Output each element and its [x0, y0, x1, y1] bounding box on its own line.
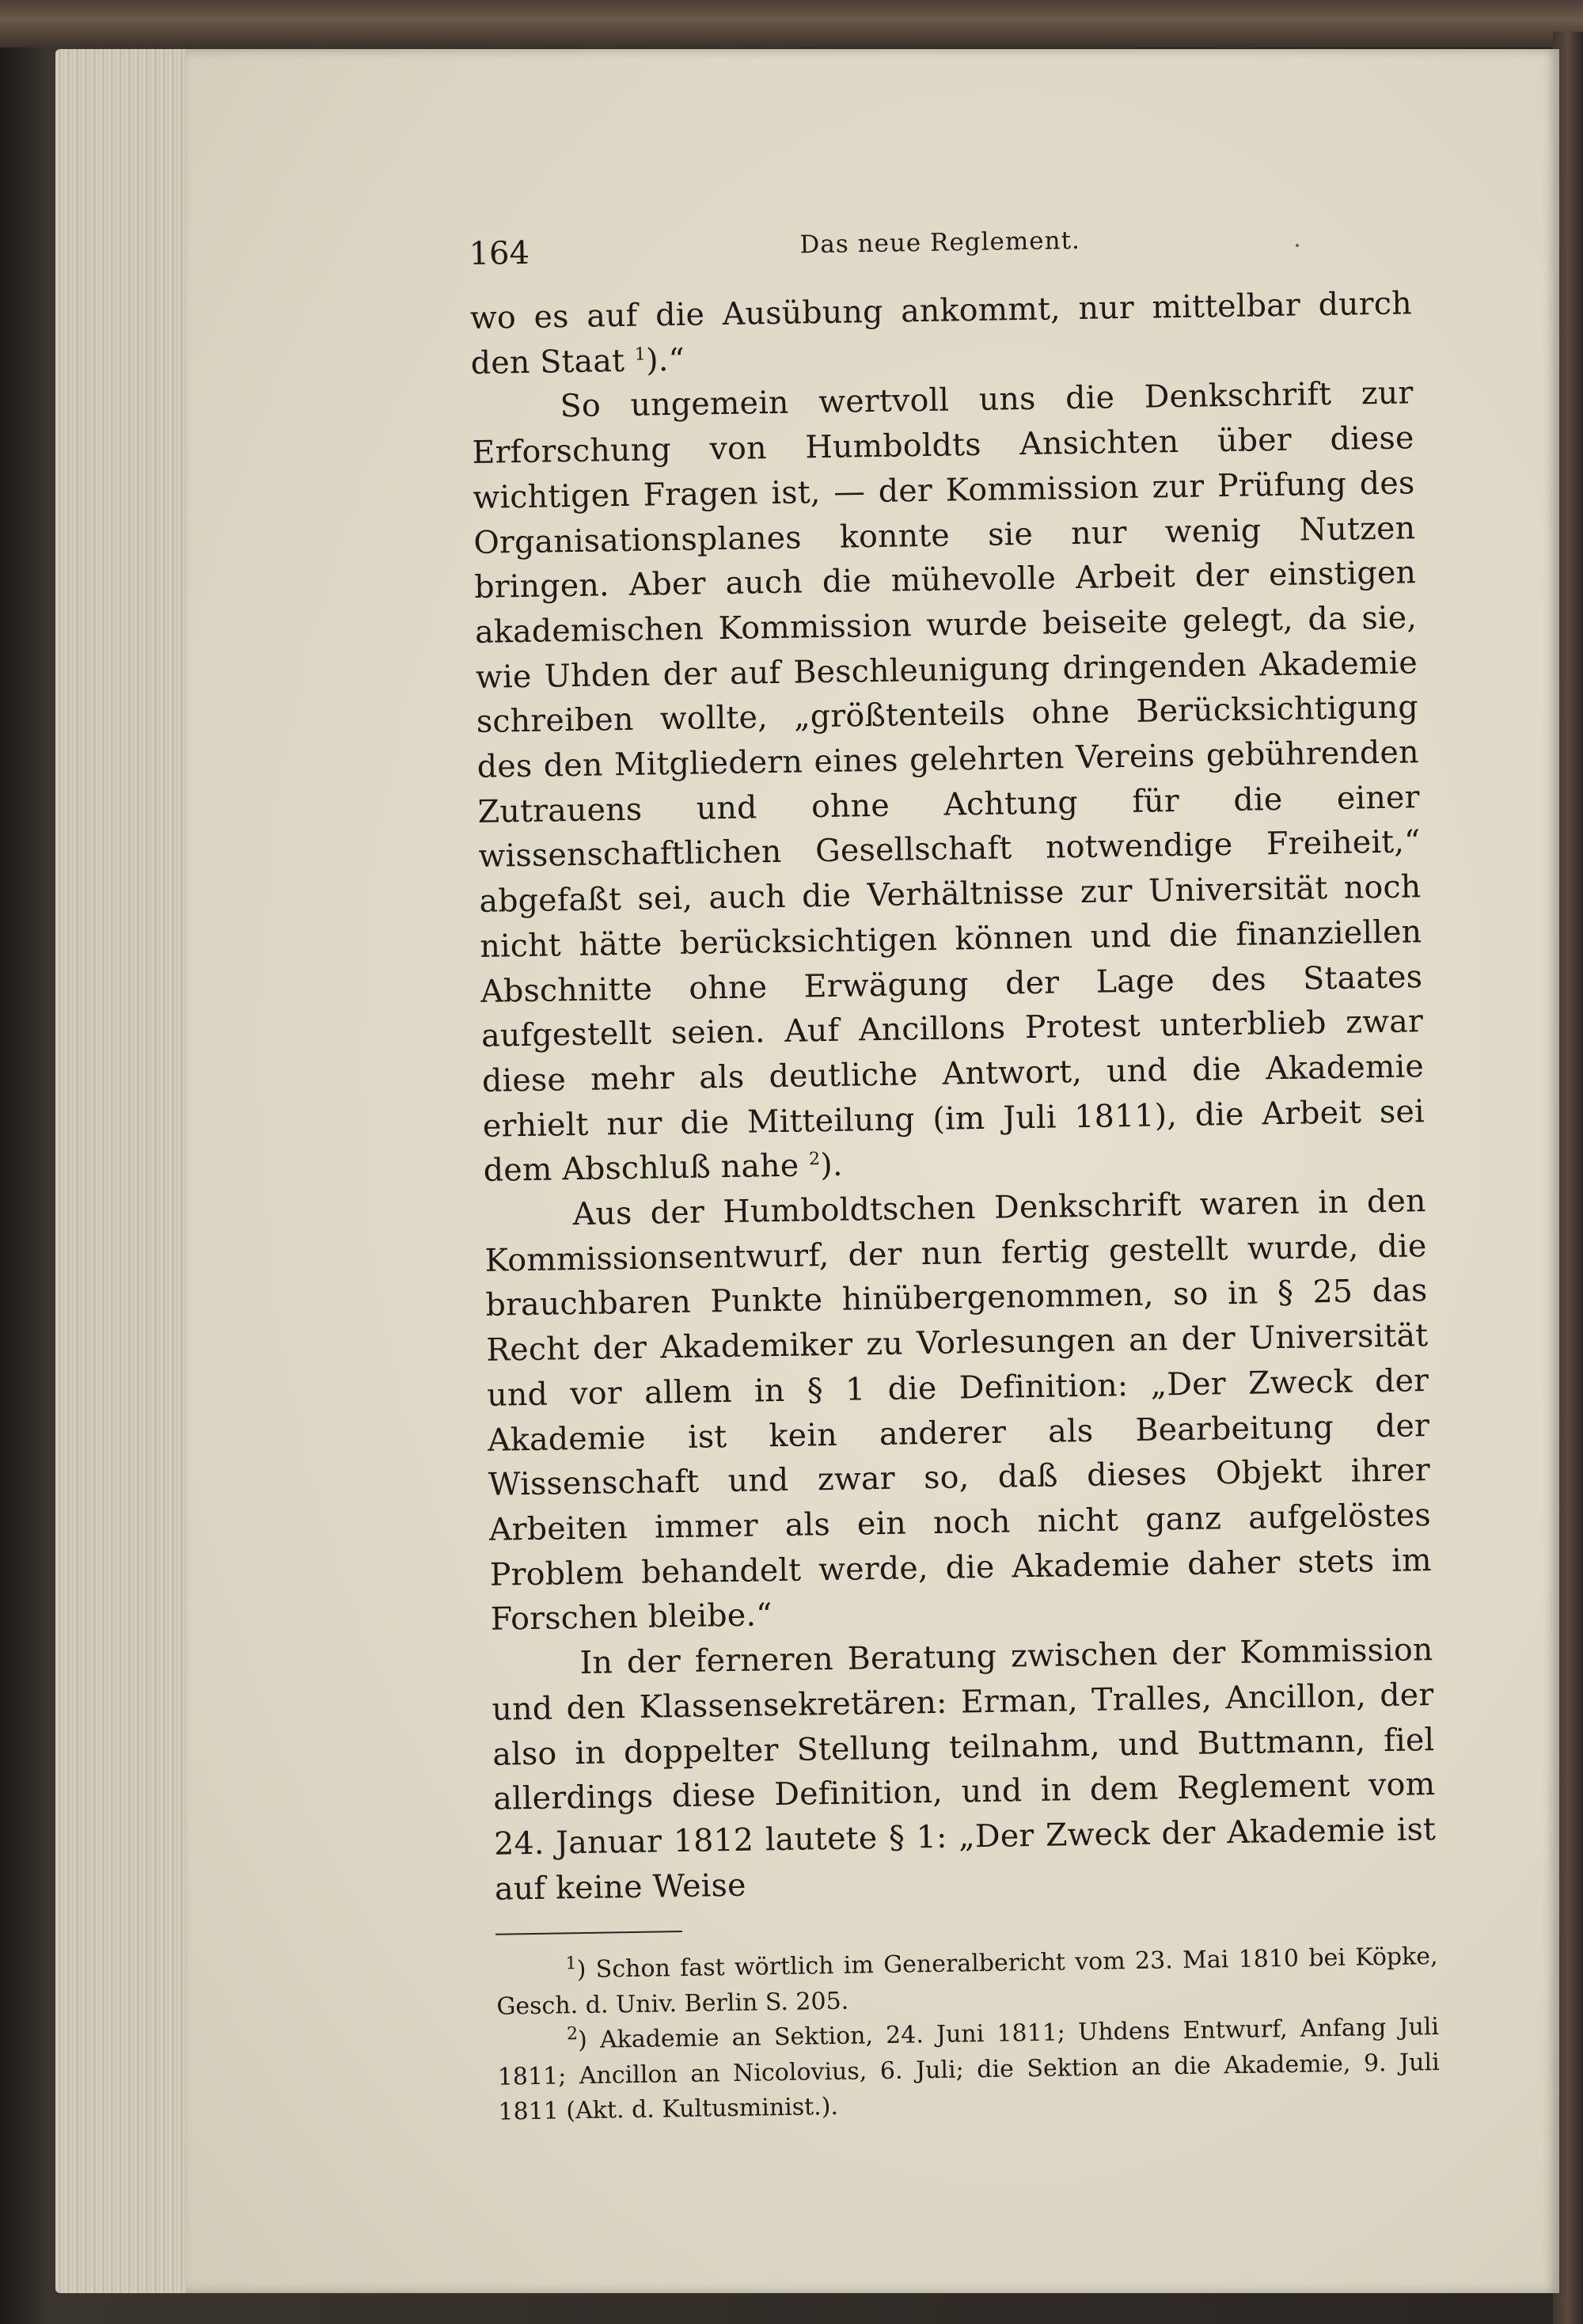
text-block	[469, 207, 1441, 2130]
paragraph-3: Aus der Humboldtschen Denkschrift waren in den Kommissionsentwurf, der nun fertig gestellt wurde, die brauchbaren Punkte hinübergenommen, so in § 25 das Recht der Akademiker zu Vorlesungen an der Universität und vor allem in § 1 die Definition: „Der Zweck der Akademie ist kein anderer als Bearbeitung der Wissenschaft und zwar so, daß dieses Objekt ihrer Arbeiten immer als ein noch nicht ganz aufgelöstes Problem behandelt werde, die Akademie daher stets im Forschen bleibe.“	[484, 1183, 1433, 1639]
footnote-2: $^2$) Akademie an Sektion, 24. Juni 1811; Uhdens Entwurf, Anfang Juli 1811; Ancillon an Nicolovius, 6. Juli; die Sektion an die Akademie, 9. Juli 1811 (Akt. d. Kultusminist.).	[497, 2013, 1440, 2127]
paragraph-4: In der ferneren Beratung zwischen der Kommission und den Klassensekretären: Erman, Tralles, Ancillon, der also in doppelter Stellung teilnahm, und Buttmann, fiel allerdings diese Definition, und in dem Reglement vom 24. Januar 1812 lautete § 1: „Der Zweck der Akademie ist auf keine Weise	[492, 1631, 1437, 1908]
footnote-divider	[495, 1931, 682, 1935]
footnote-ref-2[interactable]: 2	[808, 1149, 821, 1170]
paragraph-1: wo es auf die Ausübung ankommt, nur mittelbar durch den Staat $^1$).“	[469, 285, 1413, 382]
page-number: 164	[469, 234, 530, 272]
footnotes	[495, 1939, 1440, 2130]
book-cover-top	[0, 0, 1583, 47]
body-text	[469, 281, 1437, 1912]
paragraph-2: So ungemein wertvoll uns die Denkschrift zur Erforschung von Humboldts Ansichten über diese wichtigen Fragen ist, — der Kommission zur Prüfung des Organisationsplanes konnte sie nur wenig Nutzen bringen. Aber auch die mühevolle Arbeit der einstigen akademischen Kommission wurde beiseite gelegt, da sie, wie Uhden der auf Beschleunigung dringenden Akademie schreiben wollte, „größtenteils ohne Berücksichtigung des den Mitgliedern eines gelehrten Vereins gebührenden Zutrauens und ohne Achtung für die einer wissenschaftlichen Gesellschaft notwendige Freiheit,“ abgefaßt sei, auch die Verhältnisse zur Universität noch nicht hätte berücksichtigen können und die finanziellen Abschnitte ohne Erwägung der Lage des Staates aufgestellt seien. Auf Ancillons Protest unterblieb zwar diese mehr als deutliche Antwort, und die Akademie erhielt nur die Mitteilung (im Juli 1811), die Arbeit sei dem Abschluß nahe $^2$).	[472, 374, 1425, 1190]
footnote-ref-1[interactable]: 1	[634, 344, 647, 365]
running-head: Das neue Reglement.	[799, 226, 1081, 260]
footnote-1: $^1$) Schon fast wörtlich im Generalbericht vom 23. Mai 1810 bei Köpke, Gesch. d. Univ. Berlin S. 205.	[496, 1942, 1438, 2021]
